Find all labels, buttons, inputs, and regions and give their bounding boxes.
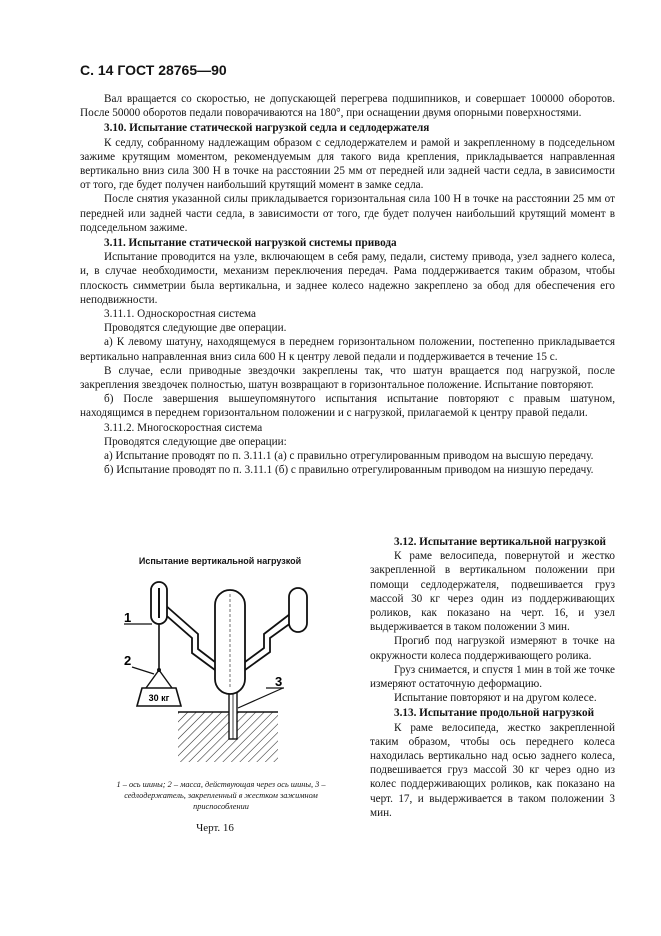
paragraph: К седлу, собранному надлежащим образом с седлодержателем и рамой и закрепленному в подседельном зажиме крутящим моментом, рекомендуемым для такого вида крепления, прикладывается направленная вертикально вниз сила 300 Н в точке на расстоянии 25 мм от передней или задней части седла, в зависимости от того, где будет получен наибольший крутящий момент в замке седла. [80, 136, 615, 192]
paragraph: Испытание проводится на узле, включающем в себя раму, педали, систему привода, узел заднего колеса, и, в случае необходимости, механизм переключения передач. Рама поддерживается таким образом, чтобы плоскость симметрии была вертикальна, и заднее колесо надежно закреплено за обод для обеспечения его неподвижности. [80, 251, 615, 306]
paragraph: б) Испытание проводят по п. 3.11.1 (б) с правильно отрегулированным приводом на низшую передачу. [104, 464, 594, 477]
label-3: 3 [275, 674, 283, 689]
paragraph: б) После завершения вышеупомянутого испытания испытание повторяют с правым шатуном, находящимся в переднем горизонтальном положении и с нагрузкой, прилагаемой к центру правой педали. [80, 393, 615, 420]
main-text [80, 92, 615, 477]
figure-number: Черт. 16 [196, 822, 234, 834]
weight-label: 30 кг [148, 693, 170, 703]
label-2: 2 [124, 653, 132, 668]
section-heading: 3.10. Испытание статической нагрузкой седла и седлодержателя [104, 122, 430, 135]
subsection-heading: 3.11.1. Односкоростная система [104, 308, 257, 321]
right-roller [289, 588, 307, 632]
ground-hatch [178, 712, 278, 762]
left-fork [164, 604, 215, 662]
section-heading: 3.12. Испытание вертикальной нагрузкой [394, 536, 606, 548]
section-heading: 3.11. Испытание статической нагрузкой системы привода [104, 237, 397, 250]
paragraph: а) Испытание проводят по п. 3.11.1 (а) с правильно отрегулированным приводом на высшую передачу. [104, 450, 594, 463]
paragraph: После снятия указанной силы прикладывается горизонтальная сила 100 Н в точке на расстоянии 25 мм от передней или задней части седла, в зависимости от того, где будет получен наибольший крутящий момент в подседельном зажиме. [80, 193, 615, 234]
subsection-heading: 3.11.2. Многоскоростная система [104, 421, 263, 434]
paragraph: К раме велосипеда, жестко закрепленной таким образом, чтобы ось переднего колеса находилась вертикально над осью заднего колеса, подвешивается груз массой 30 кг через одно из колес поддерживающих роликов, как показано на черт. 17, и выдерживается в таком положении 3 мин. [370, 721, 615, 819]
label-1: 1 [124, 610, 132, 625]
page-header: С. 14 ГОСТ 28765—90 [80, 62, 227, 78]
paragraph: а) К левому шатуну, находящемуся в переднем горизонтальном положении, постепенно прикладывается вертикально направленная вниз сила 600 Н к центру левой педали и поддерживается в течение 15 с. [80, 336, 615, 363]
figure-caption: 1 – ось шины; 2 – масса, действующая через ось шины, 3 – седлодержатель, закрепленный в жестком зажимном приспособлении [116, 780, 326, 811]
paragraph: Проводятся следующие две операции: [104, 435, 287, 448]
section-heading: 3.13. Испытание продольной нагрузкой [394, 707, 595, 720]
paragraph: В случае, если приводные звездочки закреплены так, что шатун вращается под нагрузкой, после закрепления звездочек полностью, шатун возвращают в горизонтальное положение. Испытание повторяют. [80, 364, 615, 392]
figure-title: Испытание вертикальной нагрузкой [138, 556, 302, 566]
paragraph: Прогиб под нагрузкой измеряют в точке на окружности колеса поддерживающего ролика. [370, 635, 615, 662]
paragraph: К раме велосипеда, повернутой и жестко закрепленной в вертикальном положении при помощи седлодержателя, подвешивается груз массой 30 кг через один из поддерживающих роликов, как показано на черт. 16, и узел выдерживается в таком положении 3 мин. [370, 550, 615, 634]
right-column [370, 535, 615, 820]
figure-vertical-load [88, 574, 320, 774]
paragraph: Проводятся следующие две операции. [104, 322, 287, 335]
paragraph: Испытание повторяют и на другом колесе. [394, 692, 597, 705]
paragraph: Вал вращается со скоростью, не допускающей перегрева подшипников, и совершает 100000 оборотов. После 50000 оборотов педали поворачиваются на 180°, при оснащении двумя опорными поверхностями. [80, 93, 615, 120]
paragraph: Груз снимается, и спустя 1 мин в той же точке измеряют остаточную деформацию. [370, 663, 615, 691]
